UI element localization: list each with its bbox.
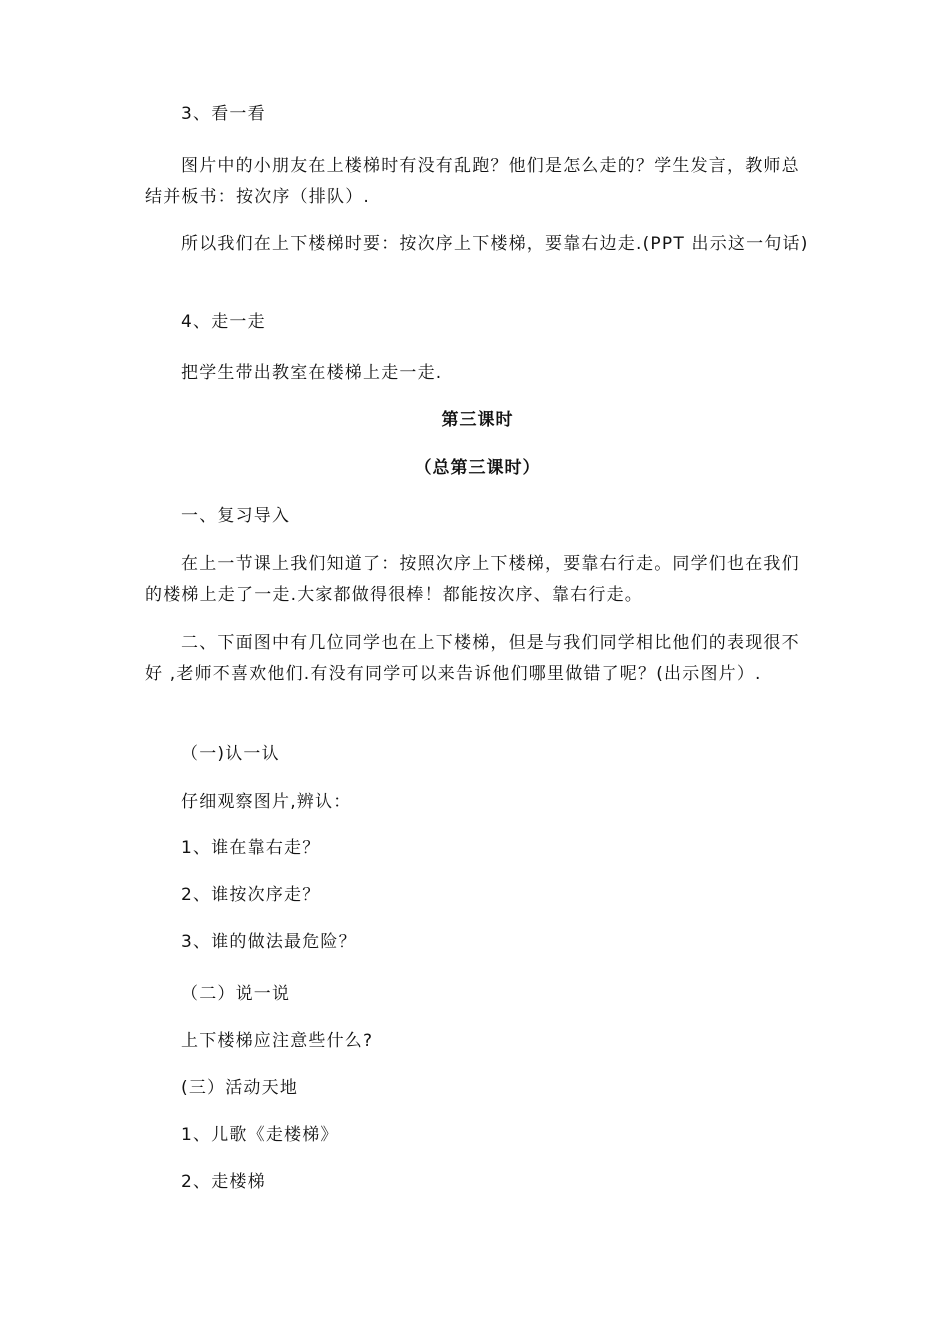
subsection-speak-heading: （二）说一说 xyxy=(181,984,291,1004)
activity-item-2: 2、走楼梯 xyxy=(181,1172,266,1192)
question-2: 2、谁按次序走？ xyxy=(181,885,321,905)
question-1: 1、谁在靠右走？ xyxy=(181,838,321,858)
step-4-heading: 4、走一走 xyxy=(181,312,266,332)
lesson-title: 第三课时 xyxy=(441,410,514,430)
subsection-activity-heading: (三）活动天地 xyxy=(181,1078,299,1098)
attention-question: 上下楼梯应注意些什么? xyxy=(181,1031,374,1051)
section-review-heading: 一、复习导入 xyxy=(181,506,291,526)
step-4-paragraph: 把学生带出教室在楼梯上走一走. xyxy=(181,363,443,383)
section-two-paragraph: 二、下面图中有几位同学也在上下楼梯，但是与我们同学相比他们的表现很不好 ,老师不喜欢他们.有没有同学可以来告诉他们哪里做错了呢？(出示图片）. xyxy=(145,633,800,684)
lesson-subtitle: （总第三课时） xyxy=(414,458,541,478)
observe-paragraph: 仔细观察图片,辨认： xyxy=(181,792,352,812)
step-3-heading: 3、看一看 xyxy=(181,104,266,124)
question-3: 3、谁的做法最危险？ xyxy=(181,932,357,952)
step-3-paragraph: 图片中的小朋友在上楼梯时有没有乱跑？他们是怎么走的？学生发言，教师总结并板书：按次序（排队）. xyxy=(145,156,800,207)
stair-rule-paragraph: 所以我们在上下楼梯时要：按次序上下楼梯，要靠右边走.(PPT 出示这一句话) xyxy=(181,234,809,254)
subsection-identify-heading: （一)认一认 xyxy=(181,744,280,764)
activity-item-1: 1、儿歌《走楼梯》 xyxy=(181,1125,339,1145)
review-paragraph: 在上一节课上我们知道了：按照次序上下楼梯，要靠右行走。同学们也在我们的楼梯上走了一走.大家都做得很棒！都能按次序、靠右行走。 xyxy=(145,554,800,605)
